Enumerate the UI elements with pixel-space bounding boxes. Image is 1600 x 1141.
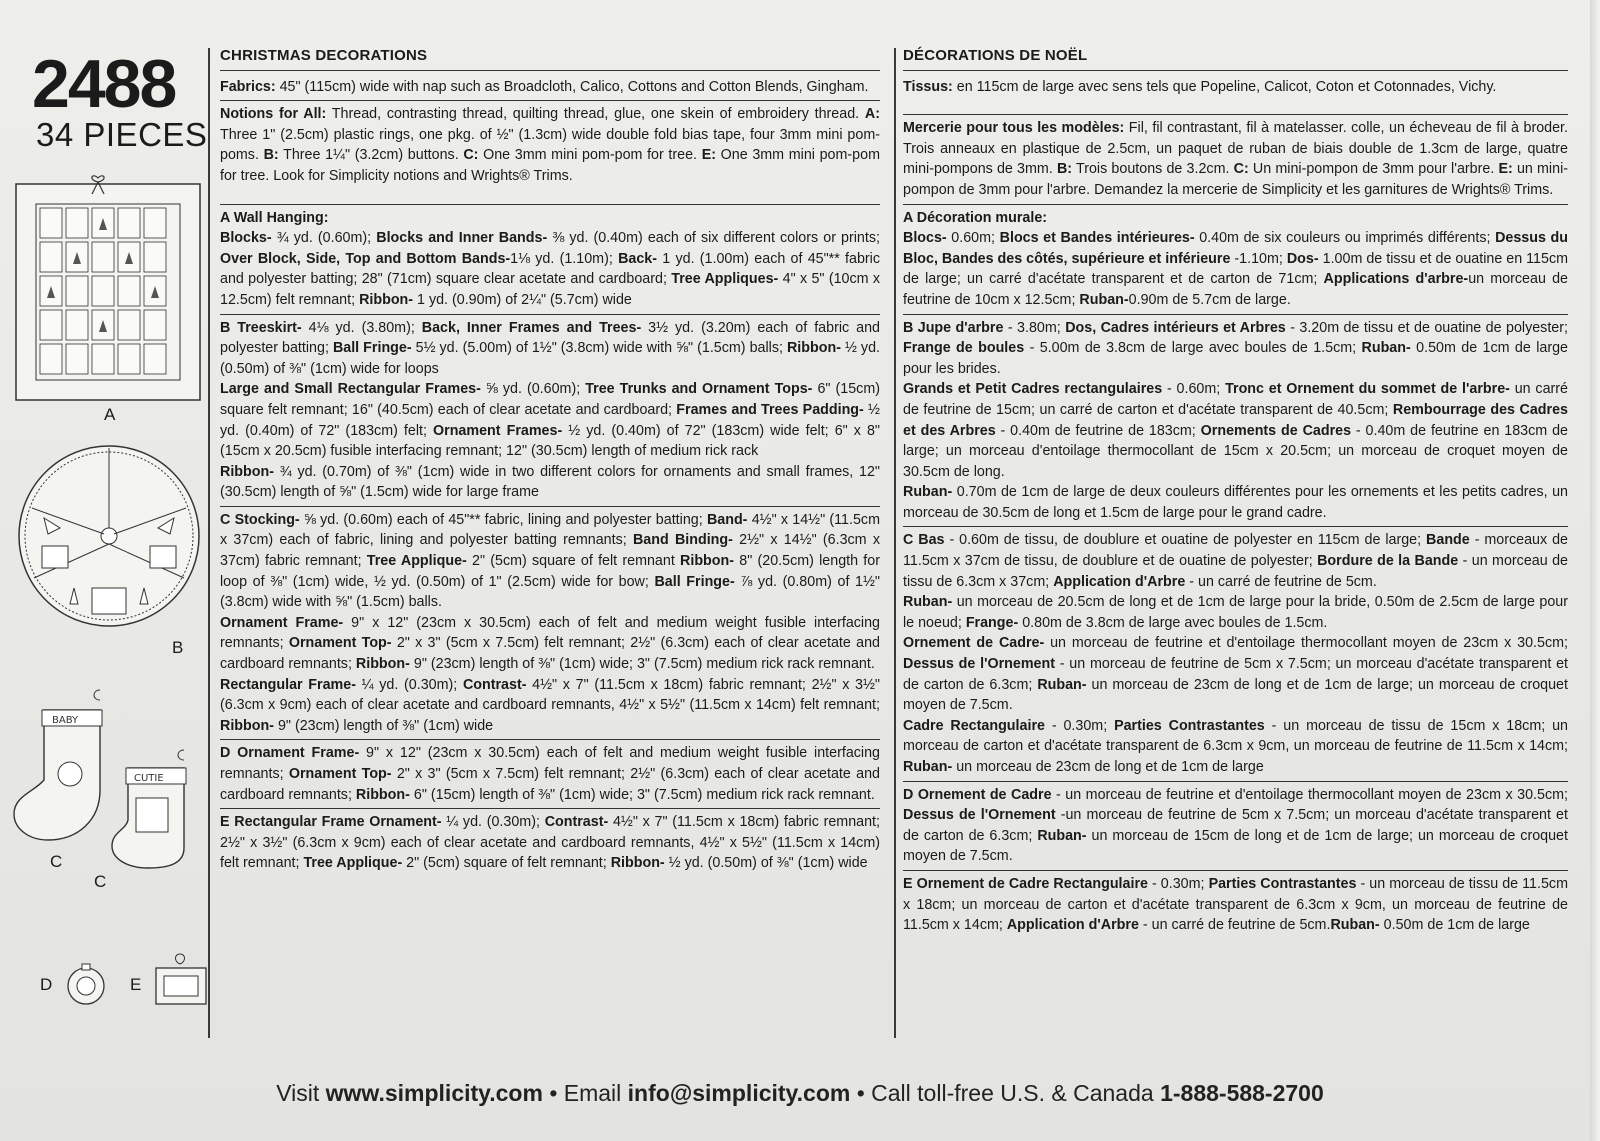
contact-footer: [0, 1080, 1600, 1107]
figure-label-e: E: [130, 975, 142, 994]
column-divider-left: [208, 48, 210, 1038]
view-d-section: D Ornament Frame- 9" x 12" (23cm x 30.5cm) each of felt and medium weight fusible interfacing remnants; Ornament Top- 2" x 3" (5cm x 7.5cm) felt remnant; 2½" (6.3cm) each of clear acetate and cardboard remnants; Ribbon- 6" (15cm) length of ⅜" (1cm) wide; 3" (7.5cm) medium rick rack remnant.: [220, 740, 880, 809]
english-title: CHRISTMAS DECORATIONS: [220, 46, 880, 71]
figure-label-c2: C: [94, 872, 107, 891]
page-fold-edge: [1590, 0, 1600, 1141]
website-link[interactable]: www.simplicity.com: [325, 1080, 543, 1106]
figure-label-d: D: [40, 975, 53, 994]
stocking-tag-baby: BABY: [52, 715, 79, 726]
vue-c-section: C Bas - 0.60m de tissu, de doublure et ouatine de polyester en 115cm de large; Bande - morceaux de 11.5cm x 37cm de tissu, de doublure et de ouatine de polyester; Bordure de la Bande - un morceau de tissu de 6.3cm x 37cm; Application d'Arbre - un carré de feutrine de 5cm. Ruban- un morceau de 20.5cm de long et de 1cm de large pour la bride, 0.50m de 2.5cm de large pour le noeud; Frange- 0.80m de 3.8cm de large avec boules de 1.5cm. Ornement de Cadre- un morceau de feutrine et d'entoilage thermocollant moyen de 23cm x 30.5cm; Dessus de l'Ornement - un morceau de feutrine de 5cm x 7.5cm; un morceau d'acétate transparent et de carton de 6.3cm; Ruban- un morceau de 23cm de long et de 1cm de large; un morceau de croquet moyen de 7.5cm. Cadre Rectangulaire - 0.30m; Parties Contrastantes - un morceau de tissu de 15cm x 18cm; un morceau de carton et d'acétate transparent de 6.3cm x 9cm, un morceau de feutrine de 11.5cm x 14cm; Ruban- un morceau de 23cm de long et de 1cm de large: [903, 527, 1568, 781]
figure-label-c1: C: [50, 852, 63, 871]
email-link[interactable]: info@simplicity.com: [627, 1080, 851, 1106]
footer-separator-1: • Email: [542, 1080, 628, 1106]
pieces-count: 34 PIECES: [36, 116, 208, 153]
footer-separator-2: • Call toll-free U.S. & Canada: [850, 1080, 1161, 1106]
mercerie-section: Mercerie pour tous les modèles: Fil, fil contrastant, fil à matelasser. colle, un écheveau de fil à broder. Trois anneaux en plastique de 2.5cm, un paquet de ruban de biais double de 1.3cm de large, quatre mini-pompons de 3mm. B: Trois boutons de 3.2cm. C: Un mini-pompon de 3mm pour l'arbre. E: un mini-pompon de 3mm pour l'arbre. Demandez la mercerie de Simplicity et les garnitures de Wrights® Trims.: [903, 115, 1568, 204]
left-column: [0, 0, 212, 1040]
wall-hanging-illustration: [14, 170, 202, 402]
vue-a-section: A Décoration murale: Blocs- 0.60m; Blocs et Bandes intérieures- 0.40m de six couleurs ou imprimés différents; Dessus du Bloc, Bandes des côtés, supérieure et inférieure -1.10m; Dos- 1.00m de tissu et de ouatine en 115cm de large; un carré d'acétate transparent et de carton de 71cm; Applications d'arbre-un morceau de feutrine de 10cm x 12.5cm; Ruban-0.90m de 5.7cm de large.: [903, 205, 1568, 315]
figure-label-b: B: [172, 638, 184, 657]
footer-visit-text: Visit: [276, 1080, 326, 1106]
ornament-e-illustration: [150, 950, 210, 1010]
view-a-section: A Wall Hanging: Blocks- ¾ yd. (0.60m); Blocks and Inner Bands- ⅜ yd. (0.40m) each of six different colors or prints; Over Block, Side, Top and Bottom Bands-1⅛ yd. (1.10m); Back- 1 yd. (1.00m) each of 45"** fabric and polyester batting; 28" (71cm) square clear acetate and cardboard; Tree Appliques- 4" x 5" (10cm x 12.5cm) felt remnant; Ribbon- 1 yd. (0.90m) of 2¼" (5.7cm) wide: [220, 205, 880, 315]
vue-b-section: B Jupe d'arbre - 3.80m; Dos, Cadres intérieurs et Arbres - 3.20m de tissu et de ouatine de polyester; Frange de boules - 5.00m de 3.8cm de large avec boules de 1.5cm; Ruban- 0.50m de 1cm de large pour les brides. Grands et Petit Cadres rectangulaires - 0.60m; Tronc et Ornement du sommet de l'arbre- un carré de feutrine de 15cm; un carré de carton et d'acétate transparent de 40.5cm; Rembourrage des Cadres et des Arbres - 0.40m de feutrine de 183cm; Ornements de Cadres - 0.40m de feutrine en 183cm de large; un morceau d'entoilage thermocollant de 15cm x 20.5cm; un morceau de croquet moyen de 30.5cm de long. Ruban- 0.70m de 1cm de large de deux couleurs différentes pour les ornements et les petits cadres, un morceau de 30.5cm de long et 1.5cm de large pour le grand cadre.: [903, 315, 1568, 528]
stocking-tag-cutie: CUTIE: [134, 773, 164, 784]
view-e-section: E Rectangular Frame Ornament- ¼ yd. (0.30m); Contrast- 4½" x 7" (11.5cm x 18cm) fabric remnant; 2½" x 3½" (6.3cm x 9cm) each of clear acetate and cardboard remnants, 4½" x 5½" (11.5cm x 14cm) felt remnant; Tree Applique- 2" (5cm) square of felt remnant; Ribbon- ½ yd. (0.50m) of ⅜" (1cm) wide: [220, 814, 880, 872]
english-column: [220, 46, 880, 877]
notions-section: Notions for All: Thread, contrasting thread, quilting thread, glue, one skein of embroidery thread. A: Three 1" (2.5cm) plastic rings, one pkg. of ½" (1.3cm) wide double fold bias tape, four 3mm mini pom-poms. B: Three 1¼" (3.2cm) buttons. C: One 3mm mini pom-pom for tree. E: One 3mm mini pom-pom for tree. Look for Simplicity notions and Wrights® Trims.: [220, 101, 880, 204]
phone-number[interactable]: 1-888-588-2700: [1160, 1080, 1324, 1106]
view-c-section: C Stocking- ⅝ yd. (0.60m) each of 45"** fabric, lining and polyester batting; Band- 4½" x 14½" (11.5cm x 37cm) each of fabric, lining and polyester batting remnants; Band Binding- 2½" x 14½" (6.3cm x 37cm) fabric remnant; Tree Applique- 2" (5cm) square of felt remnant Ribbon- 8" (20.5cm) length for loop of ⅜" (1cm) wide, ½ yd. (0.50m) of 1" (2.5cm) wide for bow; Ball Fringe- ⅞ yd. (0.80m) of 1½" (3.8cm) wide with ⅝" (1.5cm) balls. Ornament Frame- 9" x 12" (23cm x 30.5cm) each of felt and medium weight fusible interfacing remnants; Ornament Top- 2" x 3" (5cm x 7.5cm) felt remnant; 2½" (6.3cm) each of clear acetate and cardboard remnants; Ribbon- 9" (23cm) length of ⅜" (1cm) wide; 3" (7.5cm) medium rick rack remnant. Rectangular Frame- ¼ yd. (0.30m); Contrast- 4½" x 7" (11.5cm x 18cm) fabric remnant; 2½" x 3½" (6.3cm x 9cm) each of clear acetate and cardboard remnants, 4½" x 5½" (11.5cm x 14cm) felt remnant; Ribbon- 9" (23cm) length of ⅜" (1cm) wide: [220, 507, 880, 741]
french-title: DÉCORATIONS DE NOËL: [903, 46, 1568, 71]
french-column: [903, 46, 1568, 939]
figure-label-a: A: [104, 405, 116, 424]
vue-d-section: D Ornement de Cadre - un morceau de feutrine et d'entoilage thermocollant moyen de 23cm x 30.5cm; Dessus de l'Ornement -un morceau de feutrine de 5cm x 7.5cm; un morceau d'acétate transparent et de carton de 6.3cm; Ruban- un morceau de 15cm de long et de 1cm de large; un morceau de croquet moyen de 7.5cm.: [903, 782, 1568, 871]
treeskirt-illustration: [14, 438, 204, 638]
vue-e-section: E Ornement de Cadre Rectangulaire - 0.30m; Parties Contrastantes - un morceau de tissu de 11.5cm x 18cm; un morceau de carton et d'acétate transparent de 6.3cm x 9cm, un morceau de feutrine de 11.5cm x 14cm; Application d'Arbre - un carré de feutrine de 5cm.Ruban- 0.50m de 1cm de large: [903, 875, 1568, 934]
fabrics-section: Fabrics: 45" (115cm) wide with nap such as Broadcloth, Calico, Cottons and Cotton Blends, Gingham.: [220, 74, 880, 102]
ornament-d-illustration: [64, 958, 108, 1006]
column-divider-middle: [894, 48, 896, 1038]
view-b-section: B Treeskirt- 4⅛ yd. (3.80m); Back, Inner Frames and Trees- 3½ yd. (3.20m) each of fabric and polyester batting; Ball Fringe- 5½ yd. (5.00m) of 1½" (3.8cm) wide with ⅝" (1.5cm) balls; Ribbon- ½ yd. (0.50m) of ⅜" (1cm) wide for loops Large and Small Rectangular Frames- ⅝ yd. (0.60m); Tree Trunks and Ornament Tops- 6" (15cm) square felt remnant; 16" (40.5cm) each of clear acetate and cardboard; Frames and Trees Padding- ½ yd. (0.40m) of 72" (183cm) felt; Ornament Frames- ½ yd. (0.40m) of 72" (183cm) wide felt; 6" x 8" (15cm x 20.5cm) fusible interfacing remnant; 12" (30.5cm) length of medium rick rack Ribbon- ¾ yd. (0.70m) of ⅜" (1cm) wide in two different colors for ornaments and small frames, 12" (30.5cm) length of ⅝" (1.5cm) wide for large frame: [220, 315, 880, 507]
tissus-section: Tissus: en 115cm de large avec sens tels que Popeline, Calicot, Coton et Cotonnades, Vichy.: [903, 74, 1568, 116]
pattern-number: 2488: [32, 46, 176, 122]
stockings-illustration: [8, 680, 208, 870]
